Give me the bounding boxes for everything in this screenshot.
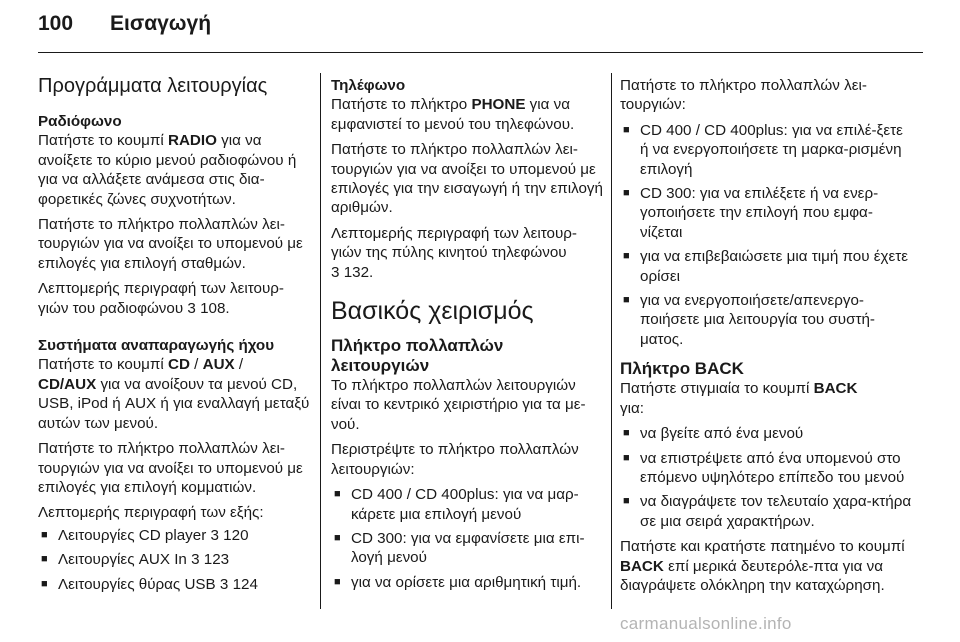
list-item: ■ για να ενεργοποιήσετε/απενεργο-ποιήσετε μια λειτουργία του συστή-ματος. (620, 291, 915, 349)
paragraph: Πατήστε το πλήκτρο πολλαπλών λει-τουργιών: (620, 77, 867, 114)
paragraph: Πατήστε το κουμπί CD / AUX / CD/AUX για να ανοίξουν τα μενού CD, USB, iPod ή AUX ή για εναλλαγή μεταξύ αυτών των μενού. (38, 356, 310, 432)
column-3 (620, 76, 915, 601)
paragraph: Λεπτομερής περιγραφή των λειτουρ-γιών της πύλης κινητού τηλεφώνου 3 132. (331, 224, 577, 281)
page-section-title: Εισαγωγή (110, 12, 212, 35)
paragraph: Πατήστε και κρατήστε πατημένο το κουμπί BACK επί μερικά δευτερόλε-πτα για να διαγράψετε ολόκληρη την καταχώρηση. (620, 538, 905, 594)
back-key-heading: Πλήκτρο BACK (620, 359, 744, 379)
list-item: ■ CD 400 / CD 400plus: για να επιλέ-ξετε ή να ενεργοποιήσετε τη μαρκα-ρισμένη επιλογή (620, 121, 915, 179)
key-back: BACK (620, 557, 664, 575)
page-ref-icon: 3 (219, 575, 229, 593)
page-number: 100 (38, 12, 74, 35)
column-divider (611, 73, 612, 609)
section-title: Προγράμματα λειτουργίας (38, 75, 268, 97)
page-link[interactable]: 108. (200, 299, 230, 317)
watermark: carmanualsonline.info (620, 614, 792, 633)
list-item: ■ για να επιβεβαιώσετε μια τιμή που έχετε ορίσει (620, 247, 915, 286)
bullet-list (331, 485, 603, 592)
paragraph: Λεπτομερής περιγραφή των εξής: (38, 504, 264, 522)
bullet-list (620, 121, 915, 349)
column-divider (320, 73, 321, 609)
bullet-list (620, 424, 915, 531)
list-item: ■ Λειτουργίες AUX In 3 123 (38, 550, 310, 569)
paragraph: Πατήστε στιγμιαία το κουμπί BACK για: (620, 380, 858, 417)
page-header (38, 12, 923, 52)
list-item: ■ CD 400 / CD 400plus: για να μαρ-κάρετε μια επιλογή μενού (331, 485, 603, 524)
radio-heading: Ραδιόφωνο (38, 113, 122, 130)
page-link[interactable]: 123 (203, 551, 230, 569)
list-item: ■ CD 300: για να επιλέξετε ή να ενερ-γοποιήσετε την επιλογή που εμφα-νίζεται (620, 184, 915, 242)
paragraph: Πατήστε το πλήκτρο πολλαπλών λει-τουργιών για να ανοίξει το υπομενού με επιλογές για την εισαγωγή ή την επιλογή αριθμών. (331, 141, 603, 217)
chapter-title: Βασικός χειρισμός (331, 297, 534, 326)
list-item: ■ να επιστρέψετε από ένα υπομενού στο επόμενο υψηλότερο επίπεδο του μενού (620, 449, 915, 488)
paragraph: Περιστρέψτε το πλήκτρο πολλαπλών λειτουργιών: (331, 441, 579, 478)
list-item: ■ να διαγράψετε τον τελευταίο χαρα-κτήρα σε μια σειρά χαρακτήρων. (620, 492, 915, 531)
paragraph: Πατήστε το πλήκτρο πολλαπλών λει-τουργιών για να ανοίξει το υπομενού με επιλογές για επιλογή κομματιών. (38, 440, 303, 496)
column-2 (331, 76, 603, 598)
list-item: ■ για να ορίσετε μια αριθμητική τιμή. (331, 573, 603, 592)
key-phone: PHONE (471, 96, 526, 114)
page-ref-icon: 3 (331, 263, 340, 281)
page-link[interactable]: 124 (232, 575, 258, 593)
paragraph: Πατήστε το κουμπί RADIO για να ανοίξετε το κύριο μενού ραδιοφώνου ή για να αλλάξετε ανάμεσα στις δια-φορετικές ζώνες συχνοτήτων. (38, 132, 297, 208)
page-ref-icon: 3 (187, 299, 196, 317)
bullet-list (38, 526, 310, 594)
list-item: ■ Λειτουργίες CD player 3 120 (38, 526, 310, 545)
page-link[interactable]: 120 (223, 526, 249, 544)
page-ref-icon: 3 (191, 551, 200, 569)
paragraph: Πατήστε το πλήκτρο πολλαπλών λει-τουργιών για να ανοίξει το υπομενού με επιλογές για επιλογή σταθμών. (38, 216, 303, 272)
list-item: ■ Λειτουργίες θύρας USB 3 124 (38, 575, 310, 594)
multifunction-heading: Πλήκτρο πολλαπλών λειτουργιών (331, 336, 504, 376)
phone-heading: Τηλέφωνο (331, 77, 406, 94)
page-ref-icon: 3 (210, 526, 219, 544)
paragraph: Λεπτομερής περιγραφή των λειτουρ-γιών του ραδιοφώνου 3 108. (38, 280, 284, 317)
list-item: ■ CD 300: για να εμφανίσετε μια επι-λογή μενού (331, 529, 603, 568)
column-1 (38, 74, 310, 600)
list-item: ■ να βγείτε από ένα μενού (620, 424, 915, 443)
paragraph: Πατήστε το πλήκτρο PHONE για να εμφανιστεί το μενού του τηλεφώνου. (331, 96, 575, 133)
header-rule (38, 52, 923, 53)
paragraph: Το πλήκτρο πολλαπλών λειτουργιών είναι το κεντρικό χειριστήριο για τα με-νού. (331, 377, 586, 433)
audio-heading: Συστήματα αναπαραγωγής ήχου (38, 337, 275, 355)
page-link[interactable]: 132. (343, 263, 374, 281)
key-radio: RADIO (168, 132, 217, 150)
key-back: BACK (813, 380, 858, 398)
